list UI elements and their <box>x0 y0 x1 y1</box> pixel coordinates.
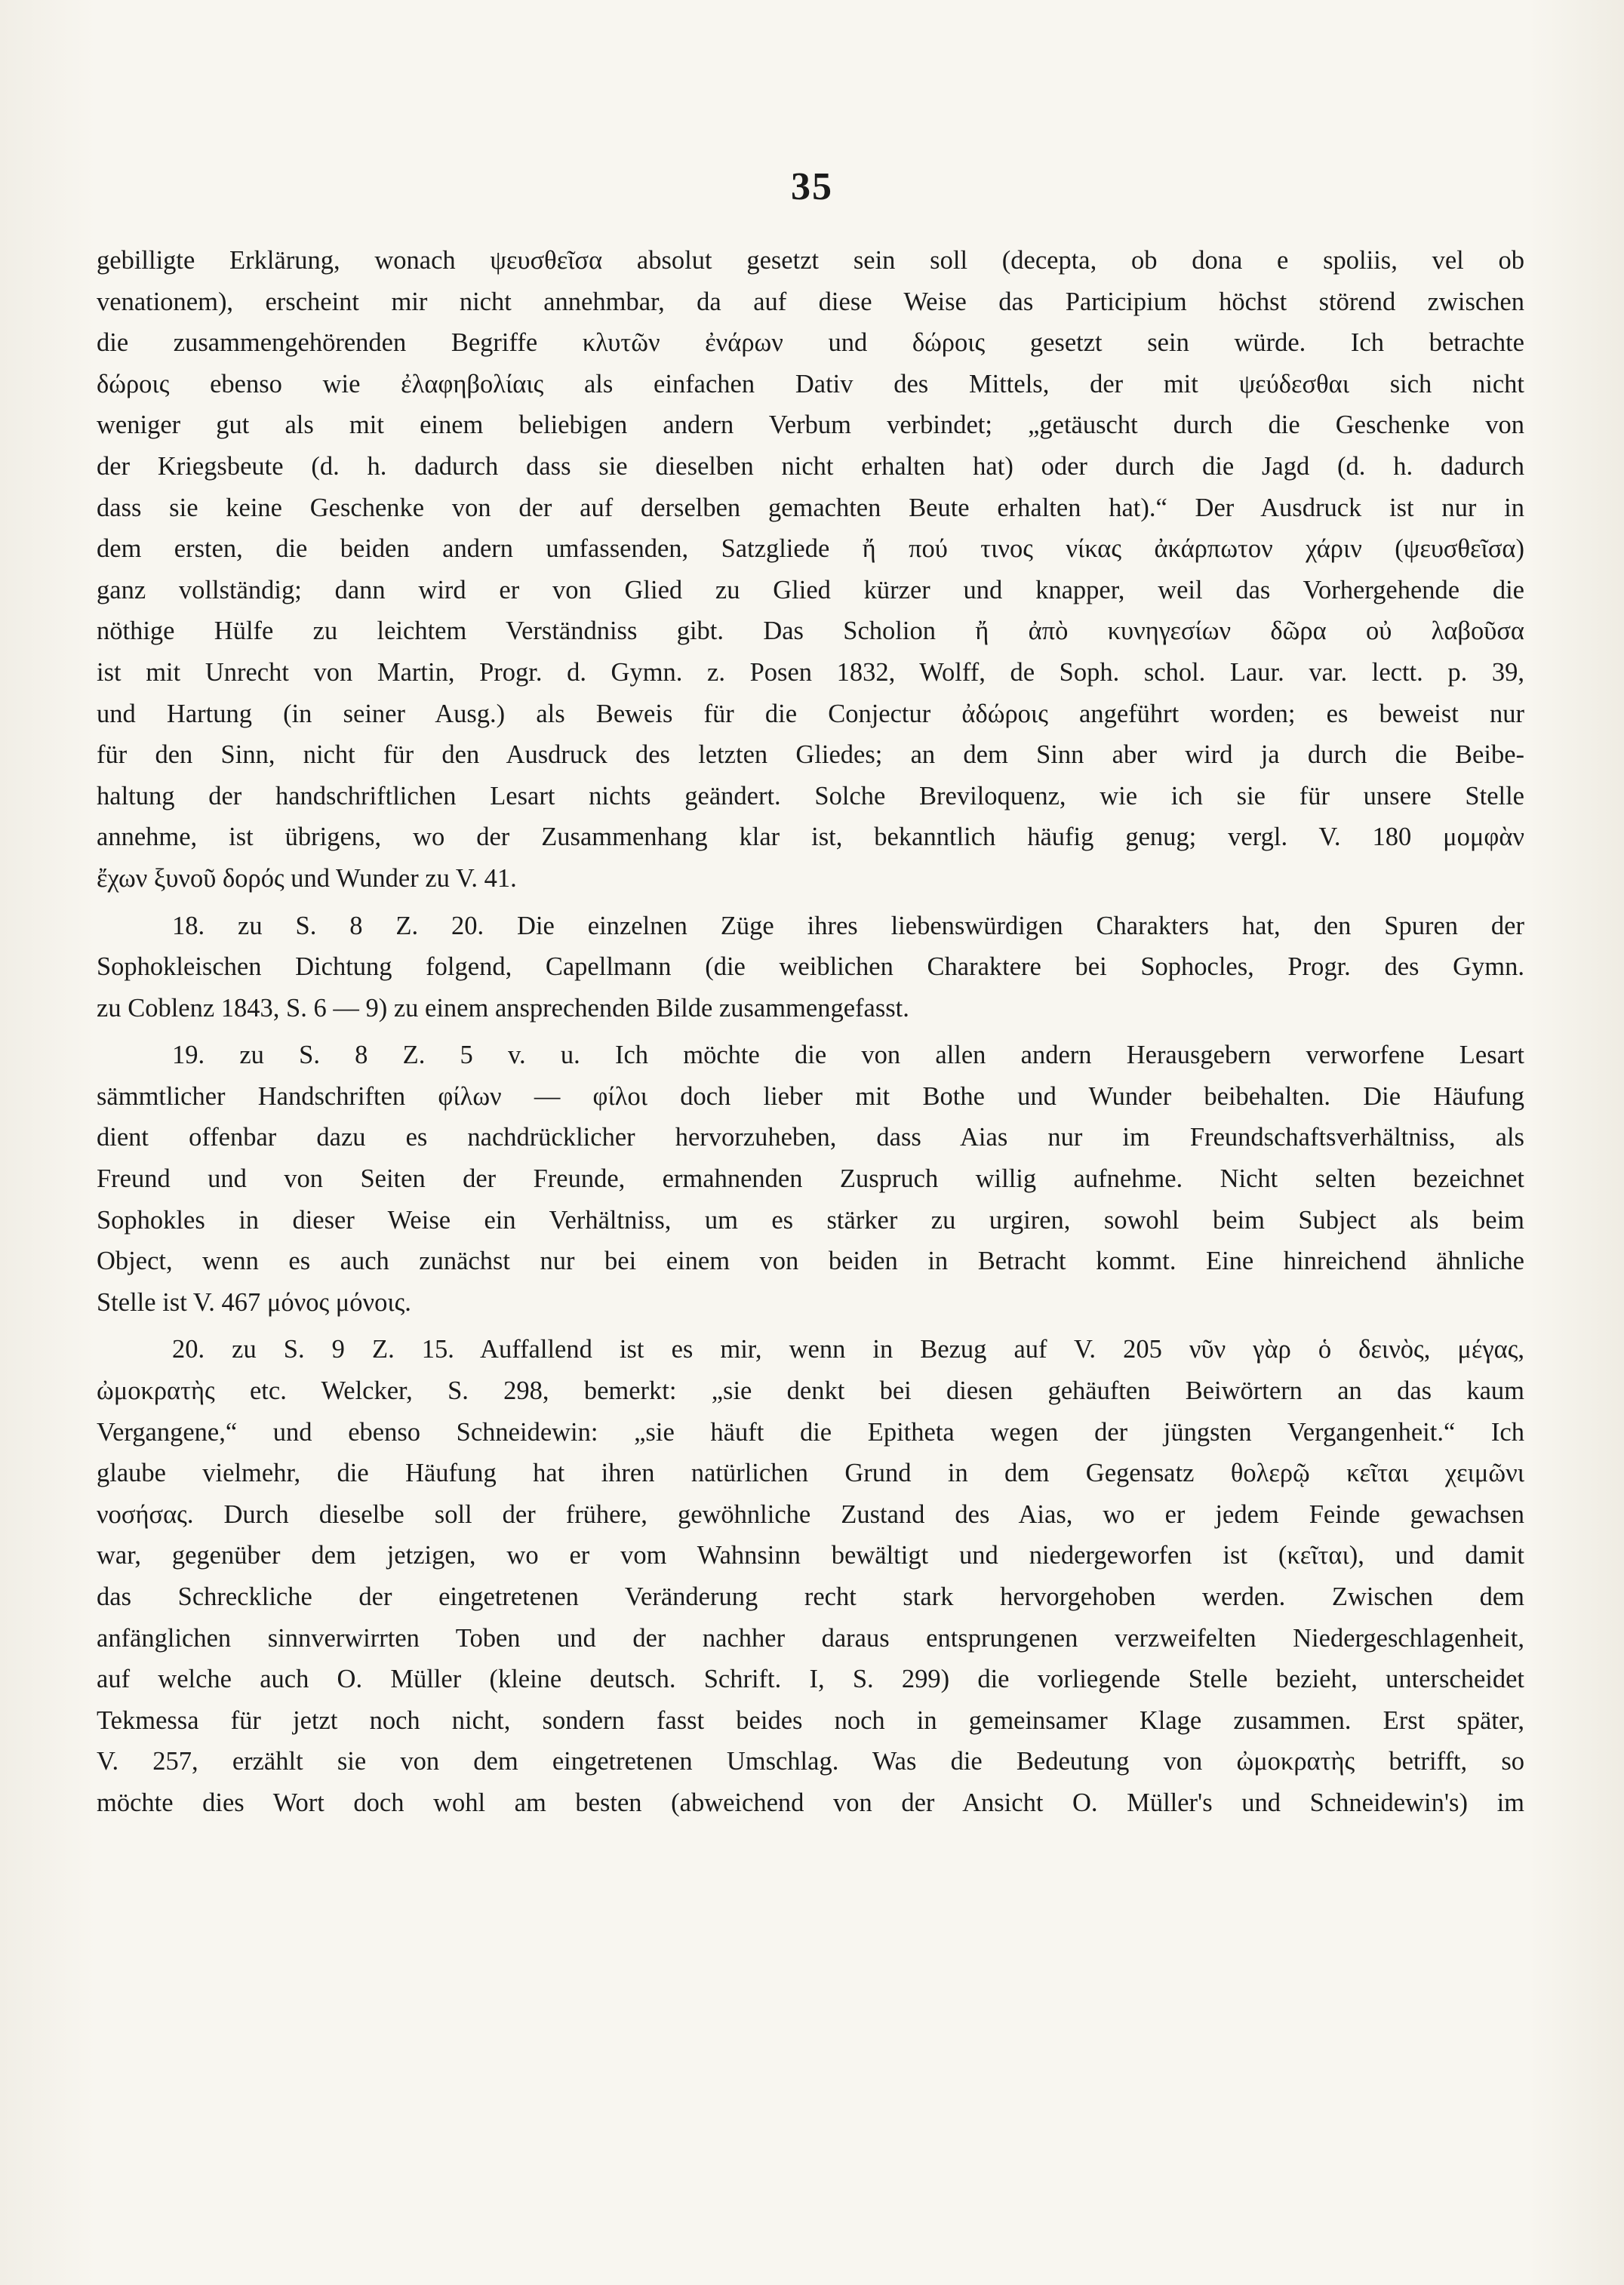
text-line: Object, wenn es auch zunächst nur bei einem von beiden in Betracht kommt. Eine hinreichend ähnliche <box>97 1247 1524 1276</box>
text-line: Tekmessa für jetzt noch nicht, sondern fasst beides noch in gemeinsamer Klage zusammen. Erst später, <box>97 1705 1524 1735</box>
text-line: haltung der handschriftlichen Lesart nichts geändert. Solche Breviloquenz, wie ich sie für unsere Stelle <box>97 781 1524 810</box>
text-line: Sophokleischen Dichtung folgend, Capellmann (die weiblichen Charaktere bei Sophocles, Progr. des Gymn. <box>97 952 1524 982</box>
paragraph-note-19 <box>97 1035 1524 1323</box>
text-line: V. 257, erzählt sie von dem eingetretenen Umschlag. Was die Bedeutung von ὠμοκρατὴς betrifft, so <box>97 1747 1524 1776</box>
paragraph-continuation <box>97 240 1524 900</box>
text-line: sämmtlicher Handschriften φίλων — φίλοι doch lieber mit Bothe und Wunder beibehalten. Die Häufung <box>97 1081 1524 1111</box>
text-line: annehme, ist übrigens, wo der Zusammenhang klar ist, bekanntlich häufig genug; vergl. V. 180 μομφὰν <box>97 823 1524 852</box>
text-line: gebilligte Erklärung, wonach ψευσθεῖσα absolut gesetzt sein soll (decepta, ob dona e spoliis, vel ob <box>97 246 1524 275</box>
text-line: zu Coblenz 1843, S. 6 — 9) zu einem ansprechenden Bilde zusammengefasst. <box>97 993 909 1023</box>
text-line: möchte dies Wort doch wohl am besten (abweichend von der Ansicht O. Müller's und Schneidewin's) im <box>97 1788 1524 1817</box>
text-line: venationem), erscheint mir nicht annehmbar, da auf diese Weise das Participium höchst störend zwischen <box>97 287 1524 316</box>
text-line: ὠμοκρατὴς etc. Welcker, S. 298, bemerkt: „sie denkt bei diesen gehäuften Beiwörtern an das kaum <box>97 1376 1524 1406</box>
text-line: Stelle ist V. 467 μόνος μόνοις. <box>97 1287 411 1317</box>
text-line: das Schreckliche der eingetretenen Veränderung recht stark hervorgehoben werden. Zwischen dem <box>97 1582 1524 1611</box>
text-line: 19. zu S. 8 Z. 5 v. u. Ich möchte die von allen andern Herausgebern verworfene Lesart <box>172 1041 1524 1070</box>
text-line: nöthige Hülfe zu leichtem Verständniss gibt. Das Scholion ἤ ἀπὸ κυνηγεσίων δῶρα οὐ λαβοῦσα <box>97 617 1524 646</box>
text-line: νοσήσας. Durch dieselbe soll der frühere, gewöhnliche Zustand des Aias, wo er jedem Feinde gewachsen <box>97 1499 1524 1529</box>
text-line: dass sie keine Geschenke von der auf derselben gemachten Beute erhalten hat).“ Der Ausdruck ist nur in <box>97 493 1524 522</box>
text-line: ist mit Unrecht von Martin, Progr. d. Gymn. z. Posen 1832, Wolff, de Soph. schol. Laur. var. lectt. p. 39, <box>97 657 1524 687</box>
paragraph-note-18 <box>97 906 1524 1029</box>
text-line: ganz vollständig; dann wird er von Glied zu Glied kürzer und knapper, weil das Vorhergehende die <box>97 575 1524 604</box>
text-line: für den Sinn, nicht für den Ausdruck des letzten Gliedes; an dem Sinn aber wird ja durch die Beibe- <box>97 740 1524 770</box>
text-line: war, gegenüber dem jetzigen, wo er vom Wahnsinn bewältigt und niedergeworfen ist (κεῖται), und damit <box>97 1541 1524 1570</box>
text-line: Vergangene,“ und ebenso Schneidewin: „sie häuft die Epitheta wegen der jüngsten Vergangenheit.“ Ich <box>97 1417 1524 1447</box>
text-line: 20. zu S. 9 Z. 15. Auffallend ist es mir, wenn in Bezug auf V. 205 νῦν γὰρ ὁ δεινὸς, μέγας, <box>172 1335 1524 1364</box>
text-line: die zusammengehörenden Begriffe κλυτῶν ἐνάρων und δώροις gesetzt sein würde. Ich betrachte <box>97 328 1524 358</box>
paragraph-note-20 <box>97 1329 1524 1823</box>
text-line: und Hartung (in seiner Ausg.) als Beweis für die Conjectur ἀδώροις angeführt worden; es beweist nur <box>97 699 1524 728</box>
text-line: 18. zu S. 8 Z. 20. Die einzelnen Züge ihres liebenswürdigen Charakters hat, den Spuren der <box>172 911 1524 940</box>
text-line: dient offenbar dazu es nachdrücklicher hervorzuheben, dass Aias nur im Freundschaftsverhältniss, als <box>97 1123 1524 1152</box>
text-line: der Kriegsbeute (d. h. dadurch dass sie dieselben nicht erhalten hat) oder durch die Jagd (d. h. dadurch <box>97 451 1524 481</box>
body-text <box>97 240 1524 1824</box>
text-line: weniger gut als mit einem beliebigen andern Verbum verbindet; „getäuscht durch die Geschenke von <box>97 411 1524 440</box>
text-line: auf welche auch O. Müller (kleine deutsch. Schrift. I, S. 299) die vorliegende Stelle bezieht, unterscheidet <box>97 1665 1524 1694</box>
text-line: Freund und von Seiten der Freunde, ermahnenden Zuspruch willig aufnehme. Nicht selten bezeichnet <box>97 1164 1524 1194</box>
text-line: Sophokles in dieser Weise ein Verhältniss, um es stärker zu urgiren, sowohl beim Subject als beim <box>97 1205 1524 1235</box>
text-line: dem ersten, die beiden andern umfassenden, Satzgliede ἤ πού τινος νίκας ἀκάρπωτον χάριν (ψευσθεῖσα) <box>97 534 1524 564</box>
text-line: δώροις ebenso wie ἐλαφηβολίαις als einfachen Dativ des Mittels, der mit ψεύδεσθαι sich nicht <box>97 369 1524 398</box>
page-number: 35 <box>791 165 833 208</box>
text-line: glaube vielmehr, die Häufung hat ihren natürlichen Grund in dem Gegensatz θολερῷ κεῖται χειμῶνι <box>97 1459 1524 1488</box>
text-line: anfänglichen sinnverwirrten Toben und der nachher daraus entsprungenen verzweifelten Niedergeschlagenheit, <box>97 1623 1524 1653</box>
text-line: ἔχων ξυνοῦ δορός und Wunder zu V. 41. <box>97 863 517 893</box>
